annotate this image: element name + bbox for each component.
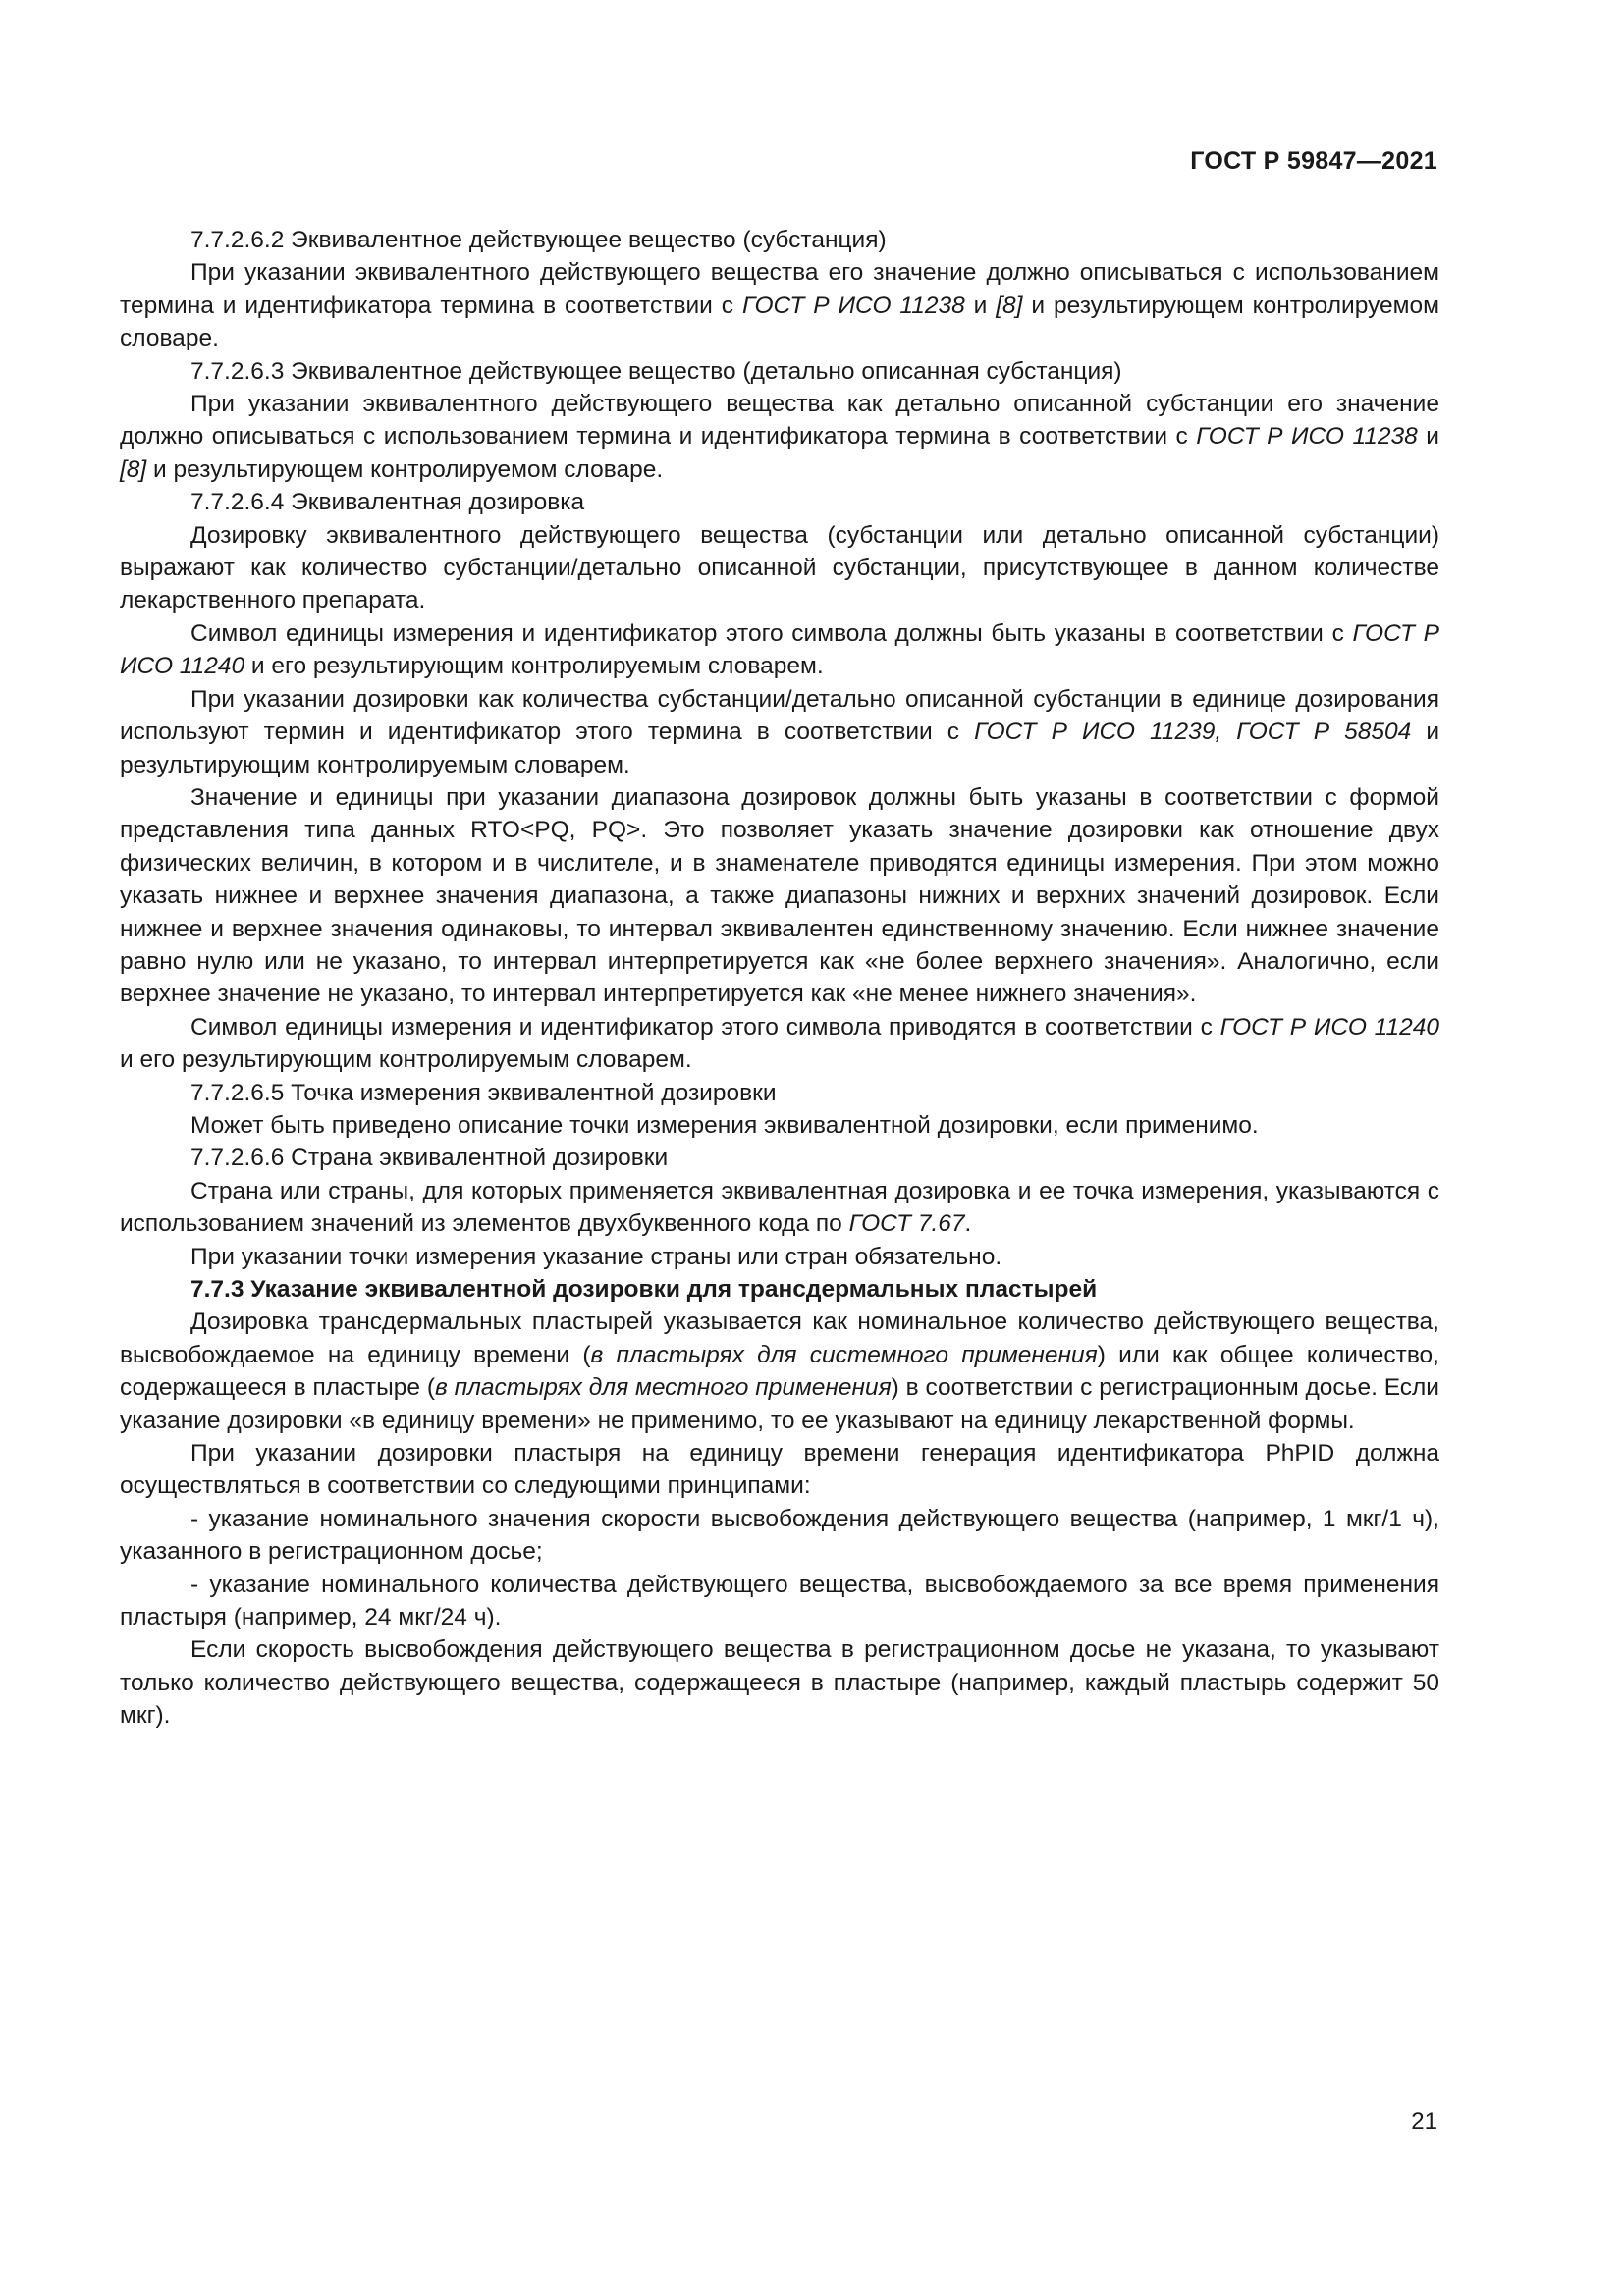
paragraph	[120, 1175, 1439, 1241]
text-run: При указании эквивалентного действующего вещества как детально описанной субстанции его значение должно описываться с использованием термина и идентификатора термина в соответствии с	[120, 391, 1439, 451]
text-run: 7.7.2.6.3 Эквивалентное действующее вещество (детально описанная субстанция)	[190, 357, 1122, 385]
paragraph	[120, 519, 1439, 617]
paragraph	[120, 1077, 1439, 1109]
paragraph	[120, 486, 1439, 518]
reference-text: ГОСТ Р ИСО 11240	[1219, 1013, 1439, 1041]
text-run: Значение и единицы при указании диапазона дозировок должны быть указаны в соответствии с формой представления типа данных RTO<PQ, PQ>. Это позволяет указать значение дозировки как отношение двух физических величин, в котором и в числителе, и в знаменателе приводятся единицы измерения. При этом можно указать нижнее и верхнее значения диапазона, а также диапазоны нижних и верхних значений дозировок. Если нижнее и верхнее значения одинаковы, то интервал эквивалентен единственному значению. Если нижнее значение равно нулю или не указано, то интервал интерпретируется как «не более верхнего значения». Аналогично, если верхнее значение не указано, то интервал интерпретируется как «не менее нижнего значения».	[120, 783, 1439, 1008]
paragraph	[120, 1503, 1439, 1569]
reference-text: ГОСТ Р ИСО 11239, ГОСТ Р 58504	[974, 719, 1412, 746]
text-run: Страна или страны, для которых применяется эквивалентная дозировка и ее точка измерения, указываются с использованием значений из элементов двухбуквенного кода по	[120, 1177, 1439, 1238]
text-run: 7.7.2.6.5 Точка измерения эквивалентной дозировки	[190, 1079, 777, 1106]
text-run: и	[1417, 423, 1439, 451]
paragraph	[120, 1437, 1439, 1503]
text-run: 7.7.2.6.2 Эквивалентное действующее вещество (субстанция)	[190, 227, 887, 253]
text-run: и результирующим контролируемым словарем.	[120, 719, 1439, 778]
paragraph	[120, 617, 1439, 683]
reference-text: [8]	[120, 455, 147, 483]
reference-text: ГОСТ Р ИСО 11238	[1196, 423, 1418, 451]
text-run: Дозировку эквивалентного действующего вещества (субстанции или детально описанной субстанции) выражают как количество субстанции/детально описанной субстанции, присутствующее в данном количестве лекарственного препарата.	[120, 521, 1439, 614]
page-number: 21	[1411, 2109, 1437, 2135]
text-run: Если скорость высвобождения действующего вещества в регистрационном досье не указана, то указывают только количество действующего вещества, содержащееся в пластыре (например, каждый пластырь содержит 50 мкг).	[120, 1636, 1439, 1730]
text-run: При указании точки измерения указание страны или стран обязательно.	[190, 1243, 1002, 1270]
reference-text: [8]	[996, 292, 1023, 319]
paragraph	[120, 1011, 1439, 1077]
text-run: При указании дозировки как количества субстанции/детально описанной субстанции в единице дозирования используют термин и идентификатор этого термина в соответствии с	[120, 685, 1439, 746]
text-run: 7.7.3 Указание эквивалентной дозировки для трансдермальных пластырей	[190, 1276, 1098, 1303]
reference-text: ГОСТ 7.67	[848, 1210, 965, 1238]
paragraph	[120, 388, 1439, 486]
text-run: ) или как общее количество, содержащееся в пластыре (	[120, 1341, 1439, 1402]
paragraph	[120, 1241, 1439, 1273]
paragraph	[120, 1633, 1439, 1732]
reference-text: в пластырях для местного применения	[435, 1374, 892, 1402]
text-run: 7.7.2.6.4 Эквивалентная дозировка	[190, 489, 585, 516]
text-run: ) в соответствии с регистрационным досье. Если указание дозировки «в единицу времени» не применимо, то ее указывают на единицу лекарственной формы.	[120, 1374, 1439, 1434]
text-run: - указание номинального количества действующего вещества, высвобождаемого за все время применения пластыря (например, 24 мкг/24 ч).	[120, 1571, 1439, 1631]
paragraph	[120, 1142, 1439, 1174]
paragraph	[120, 256, 1439, 354]
text-run: и его результирующим контролируемым словарем.	[244, 653, 824, 680]
reference-text: ГОСТ Р ИСО 11240	[120, 619, 1439, 680]
text-run: .	[964, 1210, 972, 1238]
text-run: - указание номинального значения скорости высвобождения действующего вещества (например, 1 мкг/1 ч), указанного в регистрационном досье;	[120, 1505, 1439, 1566]
document-body	[120, 224, 1439, 1733]
text-run: Дозировка трансдермальных пластырей указывается как номинальное количество действующего вещества, высвобождаемое на единицу времени (	[120, 1308, 1439, 1368]
text-run: Символ единицы измерения и идентификатор этого символа приводятся в соответствии с	[190, 1013, 1220, 1041]
paragraph	[120, 224, 1439, 256]
paragraph	[120, 1273, 1439, 1306]
text-run: 7.7.2.6.6 Страна эквивалентной дозировки	[190, 1145, 669, 1172]
document-number: ГОСТ Р 59847—2021	[1190, 147, 1437, 175]
text-run: и результирующем контролируемом словаре.	[146, 455, 664, 483]
text-run: При указании эквивалентного действующего вещества его значение должно описываться с использованием термина и идентификатора термина в соответствии с	[120, 259, 1439, 319]
reference-text: в пластырях для системного применения	[590, 1341, 1098, 1368]
paragraph	[120, 1109, 1439, 1142]
paragraph	[120, 683, 1439, 781]
paragraph	[120, 781, 1439, 1011]
text-run: Символ единицы измерения и идентификатор этого символа должны быть указаны в соответствии с	[190, 619, 1353, 647]
paragraph	[120, 355, 1439, 388]
text-run: Может быть приведено описание точки измерения эквивалентной дозировки, если применимо.	[190, 1111, 1259, 1139]
text-run: При указании дозировки пластыря на единицу времени генерация идентификатора PhPID должна осуществляться в соответствии со следующими принципами:	[120, 1440, 1439, 1500]
paragraph	[120, 1306, 1439, 1437]
text-run: и результирующем контролируемом словаре.	[120, 292, 1439, 352]
paragraph	[120, 1569, 1439, 1634]
reference-text: ГОСТ Р ИСО 11238	[741, 292, 965, 319]
text-run: и его результирующим контролируемым словарем.	[120, 1046, 692, 1074]
text-run: и	[964, 292, 997, 319]
